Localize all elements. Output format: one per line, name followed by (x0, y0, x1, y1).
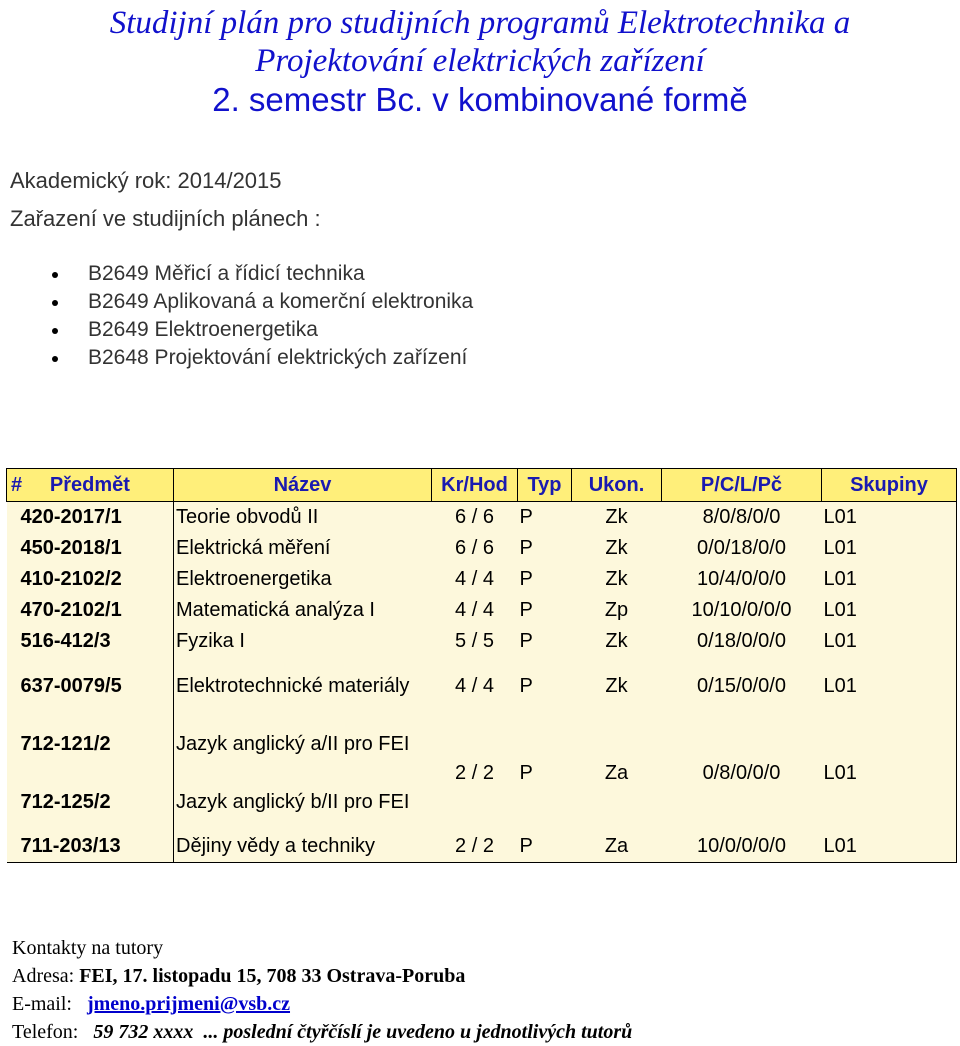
phone-line (12, 1018, 632, 1046)
study-plan-table (6, 468, 957, 863)
credits-hours: 4 / 4 (432, 657, 518, 715)
header-subject: # Předmět (7, 469, 174, 502)
subject-name: Teorie obvodů II (174, 502, 432, 534)
header-hash: # (11, 473, 23, 496)
completion: Za (572, 831, 662, 863)
lesson-split: 0/15/0/0/0 (662, 657, 822, 715)
address-label: Adresa: (12, 965, 75, 987)
table-row (7, 595, 957, 626)
lesson-split: 10/4/0/0/0 (662, 564, 822, 595)
table-row (7, 626, 957, 657)
completion: Zk (572, 564, 662, 595)
academic-year (10, 168, 282, 194)
credits-hours: 4 / 4 (432, 595, 518, 626)
credits-hours: 6 / 6 (432, 502, 518, 534)
program-item: B2649 Elektroenergetika (0, 316, 473, 344)
address-line (12, 962, 632, 990)
academic-year-label: Akademický rok: (10, 168, 172, 193)
subject-code: 420-2017/1 (7, 502, 174, 534)
credits-hours: 6 / 6 (432, 533, 518, 564)
placement-label: Zařazení ve studijních plánech : (10, 206, 321, 231)
header-ukon: Ukon. (572, 469, 662, 502)
completion: Zk (572, 533, 662, 564)
lesson-split: 0/8/0/0/0 (662, 715, 822, 831)
credits-hours: 4 / 4 (432, 564, 518, 595)
completion: Zk (572, 626, 662, 657)
lesson-split: 8/0/8/0/0 (662, 502, 822, 534)
subject-type: P (518, 533, 572, 564)
email-link[interactable]: jmeno.prijmeni@vsb.cz (86, 993, 291, 1015)
subject-code: 450-2018/1 (7, 533, 174, 564)
group: L01 (822, 502, 957, 534)
header-typ: Typ (518, 469, 572, 502)
subject-code: 637-0079/5 (7, 657, 174, 715)
group: L01 (822, 533, 957, 564)
phone-label: Telefon: (12, 1021, 79, 1043)
subject-type: P (518, 715, 572, 831)
group: L01 (822, 831, 957, 863)
completion: Zp (572, 595, 662, 626)
subject-code: 712-125/2 (7, 773, 174, 831)
credits-hours: 5 / 5 (432, 626, 518, 657)
table-row (7, 502, 957, 534)
contacts-block (12, 934, 632, 1046)
header-name: Název (174, 469, 432, 502)
lesson-split: 0/0/18/0/0 (662, 533, 822, 564)
program-item: B2649 Měřicí a řídicí technika (0, 260, 473, 288)
subject-code: 516-412/3 (7, 626, 174, 657)
title-line-2: Projektování elektrických zařízení (255, 43, 705, 79)
credits-hours: 2 / 2 (432, 715, 518, 831)
subject-name: Fyzika I (174, 626, 432, 657)
subject-code: 712-121/2 (7, 715, 174, 773)
email-label: E-mail: (12, 993, 72, 1015)
subject-type: P (518, 657, 572, 715)
header-pcl: P/C/L/Pč (662, 469, 822, 502)
subject-code: 410-2102/2 (7, 564, 174, 595)
phone-note: ... poslední čtyřčíslí je uvedeno u jednotlivých tutorů (203, 1021, 633, 1043)
group: L01 (822, 564, 957, 595)
completion: Za (572, 715, 662, 831)
subject-name: Jazyk anglický a/II pro FEI (174, 715, 432, 773)
subject-name: Jazyk anglický b/II pro FEI (174, 773, 432, 831)
group: L01 (822, 595, 957, 626)
title-line-3: 2. semestr Bc. v kombinované formě (212, 81, 748, 118)
title-line-1: Studijní plán pro studijních programů Elektrotechnika a (109, 5, 851, 41)
program-item: B2649 Aplikovaná a komerční elektronika (0, 288, 473, 316)
lesson-split: 10/10/0/0/0 (662, 595, 822, 626)
table-header-row (7, 469, 957, 502)
address-value: FEI, 17. listopadu 15, 708 33 Ostrava-Poruba (79, 965, 466, 987)
lesson-split: 10/0/0/0/0 (662, 831, 822, 863)
subject-code: 711-203/13 (7, 831, 174, 863)
subject-type: P (518, 595, 572, 626)
completion: Zk (572, 502, 662, 534)
credits-hours: 2 / 2 (432, 831, 518, 863)
lesson-split: 0/18/0/0/0 (662, 626, 822, 657)
subject-name: Matematická analýza I (174, 595, 432, 626)
table-row (7, 564, 957, 595)
table-row (7, 831, 957, 863)
group: L01 (822, 715, 957, 831)
group: L01 (822, 626, 957, 657)
subject-type: P (518, 502, 572, 534)
subject-type: P (518, 831, 572, 863)
email-line (12, 990, 632, 1018)
table-row (7, 533, 957, 564)
header-krhod: Kr/Hod (432, 469, 518, 502)
academic-year-value: 2014/2015 (177, 168, 282, 193)
table-row-combined (7, 715, 957, 773)
group: L01 (822, 657, 957, 715)
program-item: B2648 Projektování elektrických zařízení (0, 344, 473, 372)
completion: Zk (572, 657, 662, 715)
subject-name: Dějiny vědy a techniky (174, 831, 432, 863)
header-skupiny: Skupiny (822, 469, 957, 502)
subject-code: 470-2102/1 (7, 595, 174, 626)
subject-type: P (518, 626, 572, 657)
subject-type: P (518, 564, 572, 595)
contacts-heading: Kontakty na tutory (12, 937, 164, 959)
phone-value: 59 732 xxxx (93, 1021, 194, 1043)
page-title (0, 4, 960, 120)
subject-name: Elektrická měření (174, 533, 432, 564)
program-list (0, 260, 473, 372)
subject-name: Elektrotechnické materiály (174, 657, 432, 715)
subject-name: Elektroenergetika (174, 564, 432, 595)
table-row (7, 657, 957, 715)
